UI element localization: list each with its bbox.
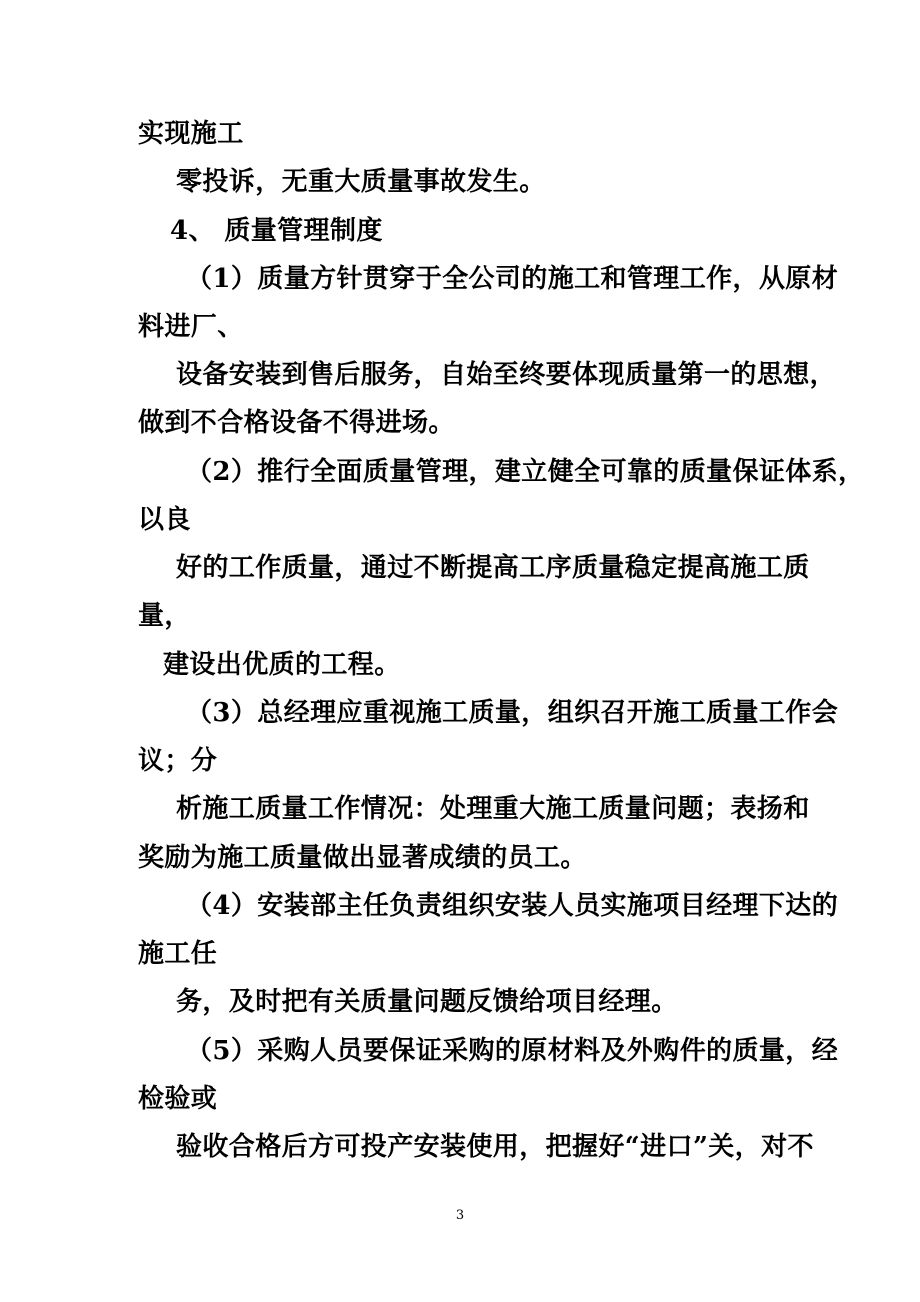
- page-number: 3: [455, 1208, 465, 1223]
- text-line: 设备安装到售后服务，自始至终要体现质量第一的思想，: [176, 360, 837, 390]
- text-line: 做到不合格设备不得进场。: [138, 408, 455, 438]
- text-line: 务，及时把有关质量问题反馈给项目经理。: [176, 987, 678, 1017]
- text-line: （2）推行全面质量管理，建立健全可靠的质量保证体系，: [186, 457, 865, 487]
- section-heading: 4、 质量管理制度: [170, 216, 383, 246]
- text-line: 料进厂、: [138, 312, 244, 342]
- text-line: （5）采购人员要保证采购的原材料及外购件的质量，经: [186, 1036, 839, 1066]
- text-line: （4）安装部主任负责组织安装人员实施项目经理下达的: [186, 891, 839, 921]
- text-line: 以良: [138, 505, 191, 535]
- text-line: 检验或: [138, 1084, 218, 1114]
- text-line: 奖励为施工质量做出显著成绩的员工。: [138, 843, 587, 873]
- text-line: 析施工质量工作情况：处理重大施工质量问题；表扬和: [176, 794, 810, 824]
- text-line: 量，: [138, 601, 191, 631]
- text-line: 施工任: [138, 939, 218, 969]
- text-line: 建设出优质的工程。: [163, 650, 401, 680]
- text-line: 实现施工: [138, 119, 244, 149]
- text-line: （1）质量方针贯穿于全公司的施工和管理工作，从原材: [186, 264, 839, 294]
- text-line: 零投诉，无重大质量事故发生。: [176, 167, 546, 197]
- text-line: 议；分: [138, 746, 218, 776]
- text-line: 验收合格后方可投产安装使用，把握好“进口”关，对不: [176, 1132, 814, 1162]
- text-line: （3）总经理应重视施工质量，组织召开施工质量工作会: [186, 698, 839, 728]
- text-line: 好的工作质量，通过不断提高工序质量稳定提高施工质: [176, 553, 810, 583]
